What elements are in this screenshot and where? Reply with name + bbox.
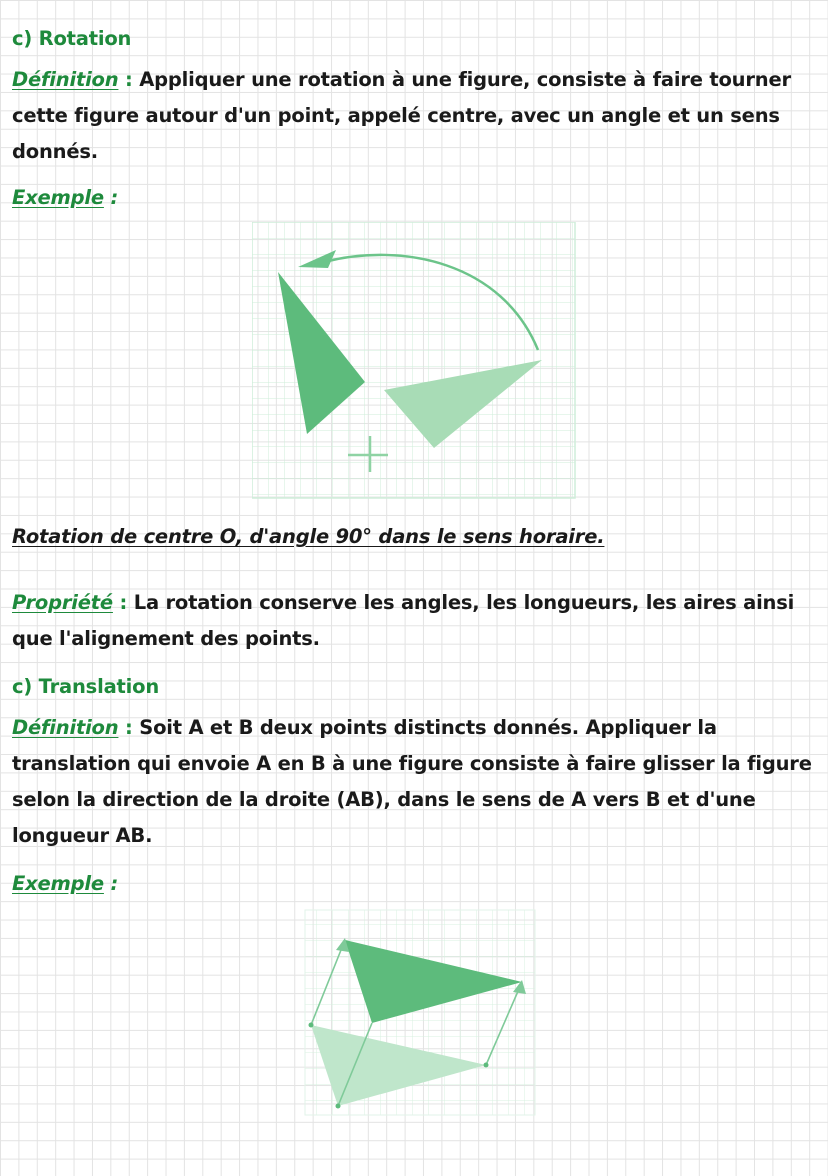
translation-example-colon: : xyxy=(103,872,119,895)
translation-definition-text: Soit A et B deux points distincts donnés. Appliquer la translation qui envoie A en B à une figure consiste à faire glisser la figure selon la direction de la droite (AB), dans le sens de A vers B et d'une longueur AB. xyxy=(12,716,812,847)
rotation-definition-sep: : xyxy=(118,68,140,91)
translation-definition-label: Définition xyxy=(12,716,119,739)
rotation-definition-label: Définition xyxy=(12,68,119,91)
translation-example xyxy=(12,866,118,902)
rotation-property-sep: : xyxy=(112,591,134,614)
rotation-heading: c) Rotation xyxy=(12,27,132,50)
rotation-property-label: Propriété xyxy=(12,591,113,614)
rotation-caption xyxy=(12,519,604,555)
translation-figure xyxy=(300,908,540,1118)
rotation-figure xyxy=(252,222,577,500)
translation-definition-sep: : xyxy=(118,716,140,739)
translation-example-label: Exemple xyxy=(12,872,104,895)
rotation-example xyxy=(12,180,118,216)
rotation-definition-text: Appliquer une rotation à une figure, consiste à faire tourner cette figure autour d'un point, appelé centre, avec un angle et un sens donnés. xyxy=(12,68,791,163)
rotation-definition xyxy=(12,62,812,170)
rotation-property xyxy=(12,585,812,657)
rotation-caption-text: Rotation de centre O, d'angle 90° dans le sens horaire. xyxy=(12,525,605,548)
rotation-property-text: La rotation conserve les angles, les longueurs, les aires ainsi que l'alignement des points. xyxy=(12,591,795,650)
translation-heading: c) Translation xyxy=(12,675,160,698)
rotation-example-label: Exemple xyxy=(12,186,104,209)
translation-definition xyxy=(12,710,817,854)
rotation-example-colon: : xyxy=(103,186,119,209)
